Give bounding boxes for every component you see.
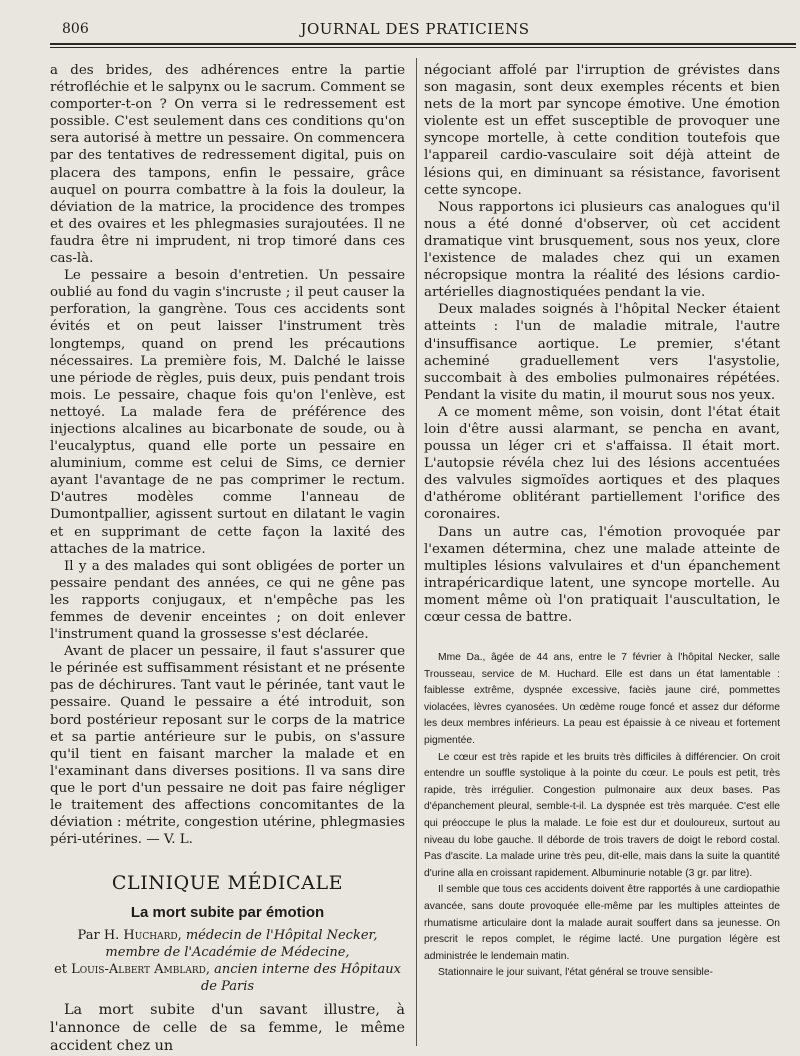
article-title: La mort subite par émotion [130,904,325,922]
author-role: médecin de l'Hôpital Necker, membre de l'Académie de Médecine, [105,928,378,961]
author-name: Louis-Albert Amblard, [71,962,210,978]
paragraph: Il y a des malades qui sont obligées de porter un pessaire pendant des années, ce qui ne gêne pas les rapports conjugaux, et n'empêche pas les femmes de devenir enceintes ; on doit enlever l'instrument quand la grossesse s'est déclarée. [50,558,405,643]
paragraph: Deux malades soignés à l'hôpital Necker étaient atteints : l'un de maladie mitrale, l'autre d'insuffisance aortique. Le premier, s'étant acheminé graduellement vers l'asystolie, succombait à des embolies pulmonaires répétées. Pendant la visite du matin, il mourut sous nos yeux. [424,302,780,403]
case-note: Mme Da., âgée de 44 ans, entre le 7 février à l'hôpital Necker, salle Trousseau, service de M. Huchard. Elle est dans un état lamentable : faiblesse extrême, dyspnée excessive, faciès jaune ciré, pommettes violacées, lèvres cyanosées. Un œdème rouge foncé et assez dur déforme les deux membres inférieurs. La peau est épaissie à ce niveau et fortement pigmentée. [424,652,780,747]
case-note: Stationnaire le jour suivant, l'état général se trouve sensible- [438,967,713,979]
left-column [50,62,405,1055]
byline-line-2 [50,961,405,995]
author-role: ancien interne des Hôpitaux de Paris [200,962,401,995]
article-intro: La mort subite d'un savant illustre, à l'annonce de celle de sa femme, le même accident chez un [50,1002,405,1055]
paragraph: Avant de placer un pessaire, il faut s'assurer que le périnée est suffisamment résistant et ne présente pas de déchirures. Tant vaut le périnée, tant vaut le pessaire. Quand le pessaire a été introduit, son bord postérieur reposant sur le corps de la matrice et sa partie antérieure sur le pubis, on s'assure qu'il tient en faisant marcher la malade et en l'examinant dans diverses positions. Il va sans dire que le port d'un pessaire ne doit pas faire négliger le traitement des affections concomitantes de la déviation : métrite, congestion utérine, phlegmasies péri-utérines. — V. L. [50,644,405,848]
page-header [44,18,786,42]
author-name: H. Huchard, [103,928,182,944]
paragraph: Dans un autre cas, l'émotion provoquée par l'examen détermina, chez une malade atteinte de multiples lésions valvulaires et d'un épanchement intrapéricardique latent, une syncope mortelle. Au moment même où l'on pratiquait l'auscultation, le cœur cessa de battre. [424,524,780,625]
header-rule-thin [50,47,796,48]
paragraph: Nous rapportons ici plusieurs cas analogues qu'il nous a été donné d'observer, où cet accident dramatique vint brusquement, sous nos yeux, clore l'existence de malades chez qui un examen nécropsique montra la réalité des lésions cardio-artérielles diagnostiquées pendant la vie. [424,199,780,301]
paragraph: négociant affolé par l'irruption de grévistes dans son magasin, sont deux exemples récents et bien nets de la mort par syncope émotive. Une émotion violente est un effet susceptible de provoquer une syncope mortelle, à cette condition toutefois que l'appareil cardio-vasculaire soit déjà atteint de lésions qui, en diminuant sa résistance, favorisent cette syncope. [424,63,780,198]
paragraph: A ce moment même, son voisin, dont l'état était loin d'être aussi alarmant, se pencha en avant, poussa un léger cri et s'affaissa. Il était mort. L'autopsie révéla chez lui des lésions accentuées des valvules sigmoïdes aortiques et des plaques d'athérome oblitérant partiellement l'orifice des coronaires. [424,404,780,523]
byline-prefix: Par [77,928,100,944]
column-divider [416,58,417,1046]
page-number: 806 [62,21,89,37]
journal-title: JOURNAL DES PRATICIENS [300,20,530,38]
case-note: Le cœur est très rapide et les bruits très difficiles à différencier. On croit entendre un souffle systolique à la pointe du cœur. Le pouls est petit, très rapide, très irrégulier. Congestion pulmonaire aux deux bases. Pas d'épanchement pleural, semble-t-il. La dyspnée est très marquée. C'est elle qui préoccupe le plus la malade. Le foie est dur et douloureux, surtout au niveau du lobe gauche. Il déborde de trois travers de doigt le rebord costal. Pas d'ascite. La malade urine très peu, dit-elle, mais dans la suite la quantité d'urine alla en croissant rapidement. Albuminurie notable (3 gr. par litre). [424,751,780,879]
byline-line-1 [50,927,405,961]
byline [50,927,405,995]
case-note: Il semble que tous ces accidents doivent être rapportés à une cardiopathie avancée, sans doute provoquée elle-même par les multiples atteintes de rhumatisme articulaire dont la malade aurait souffert dans sa jeunesse. On prescrit le repos complet, le régime lacté. Une purgation légère est administrée le lendemain matin. [424,884,780,962]
paragraph: Le pessaire a besoin d'entretien. Un pessaire oublié au fond du vagin s'incruste ; il peut causer la perforation, la gangrène. Tous ces accidents sont évités et on peut laisser l'instrument très longtemps, quand on prend les précautions nécessaires. La première fois, M. Dalché le laisse une période de règles, puis deux, puis pendant trois mois. Le pessaire, chaque fois qu'on l'enlève, est nettoyé. La malade fera de préférence des injections alcalines au bicarbonate de soude, ou à l'eucalyptus, quand elle porte un pessaire en aluminium, comme est celui de Sims, ce dernier ayant l'avantage de ne pas comprimer le rectum. D'autres modèles comme l'anneau de Dumontpallier, agissent surtout en dilatant le vagin et en supprimant de cette façon la laxité des attaches de la matrice. [50,268,405,557]
header-rule [50,43,796,45]
byline-prefix: et [54,962,68,978]
paragraph: a des brides, des adhérences entre la partie rétrofléchie et le salpynx ou le sacrum. Comment se comporter-t-on ? On verra si le redressement est possible. C'est seulement dans ces conditions qu'on sera autorisé à mettre un pessaire. On commencera par des tentatives de redressement digital, puis on placera des tampons, enfin le pessaire, grâce auquel on pourra combattre à la fois la douleur, la déviation de la matrice, la procidence des trompes et des ovaires et les phlegmasies surajoutées. Il ne faudra être ni imprudent, ni trop timoré dans ces cas-là. [50,63,405,267]
right-column [424,62,780,982]
section-heading: CLINIQUE MÉDICALE [111,872,344,895]
